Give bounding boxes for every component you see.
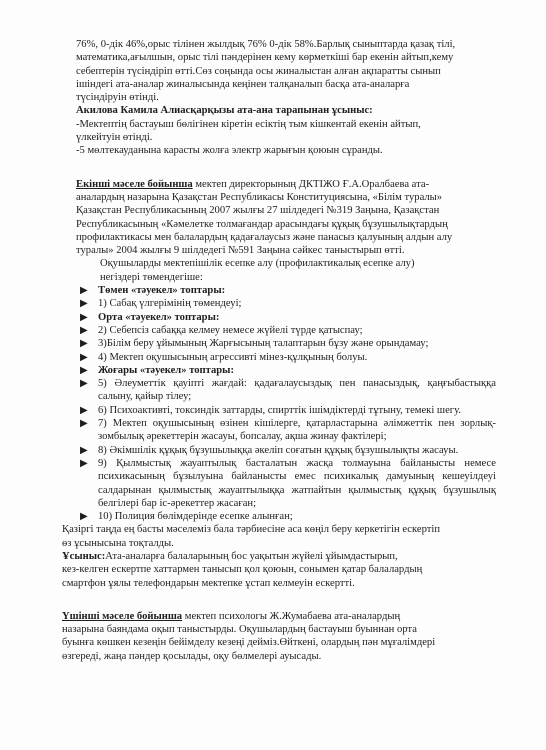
arrow-bullet-icon: ▶	[80, 444, 88, 456]
list-item: ▶ 3)Білім беру ұйымының Жарғысының талаптарын бұзу және орындамау;	[80, 338, 429, 350]
text-line: -5 мөлтекауданына карасты жолға электр жарығын қоюын сұранды.	[76, 145, 383, 157]
second-issue-first-line	[76, 178, 496, 191]
arrow-bullet-icon: ▶	[80, 364, 88, 376]
text-line: себептерін түсіндіріп өтті.Сөз соңында осы жиналыстан алған ақпаратты сынып	[76, 65, 441, 77]
arrow-bullet-icon: ▶	[80, 351, 88, 363]
list-item: ▶ 10) Полиция бөлімдерінде есепке алынған;	[80, 511, 293, 523]
arrow-bullet-icon: ▶	[80, 511, 88, 523]
list-item: ▶ 6) Психоактивті, токсиндік заттарды, спирттік ішімдіктерді тұтыну, темекі шегу.	[80, 404, 461, 416]
list-item: ▶ 2) Себепсіз сабаққа келмеу немесе жүйелі түрде қатыспау;	[80, 324, 363, 336]
list-item: ▶ 8) Әкімшілік құқық бұзушылыққа әкеліп соғатын құқық бұзушылықты жасауы.	[80, 444, 459, 456]
text-line: аналардың назарына Қазақстан Республикасы Конституциясына, «Білім туралы»	[76, 191, 443, 203]
text-line: Оқушыларды мектепішілік есепке алу (профилактикалық есепке алу)	[100, 258, 415, 270]
arrow-bullet-icon: ▶	[80, 324, 88, 336]
arrow-bullet-icon: ▶	[80, 378, 88, 390]
text-line: буынға көшкен кезеңін бейімделу кезеңі дейміз.Өйткені, олардың пән мұғалімдері	[62, 637, 436, 649]
parent-proposal-heading: Акилова Камила Алиасқарқызы ата-ана тарапынан ұсыныс:	[76, 105, 373, 117]
second-issue-section	[62, 178, 496, 590]
text-line: математика,ағылшын, орыс тілі пәндерінен кему көрметкіші бар екенін айтып,кему	[76, 52, 454, 64]
text-line: туралы» 2004 жылғы 9 шілдедегі №591 Заңына сәйкес таныстырып өтті.	[76, 245, 405, 257]
arrow-bullet-icon: ▶	[80, 338, 88, 350]
risk-group-list	[76, 284, 496, 523]
text-line: Қазақстан Республикасының 2007 жылғы 27 шілдедегі №319 Заңына, Қазақстан	[76, 205, 440, 217]
arrow-bullet-icon: ▶	[80, 285, 88, 297]
text-fragment: Ата-аналарға балаларының бос уақытын жүйелі ұйымдастырып,	[105, 550, 398, 562]
text-line: -Мектептің бастауыш бөлігінен кіретін есіктің тым кішкентай екенін айтып,	[76, 118, 421, 130]
list-item: ▶ 7) Мектеп оқушысының өзінен кішілерге, қатарластарына әлімжеттік пен зорлық-зомбылық әрекеттерін жасауы, бопсалау, ақша жинау фактілері;	[80, 418, 496, 443]
text-line: кез-келген ескертпе хаттармен танысып қол қоюын, сонымен қатар балалардың	[62, 564, 423, 576]
list-item: ▶ 4) Мектеп оқушысының агрессивті мінез-құлқының болуы.	[80, 351, 368, 363]
list-item: ▶ 1) Сабақ үлгерімінің төмендеуі;	[80, 298, 242, 310]
arrow-bullet-icon: ▶	[80, 311, 88, 323]
text-line: Республикасының «Кәмелетке толмағандар арасындағы құқық бұзушылықтардың	[76, 218, 448, 230]
text-line: назарына баяндама оқып таныстырды. Оқушылардың бастауыш буыннан орта	[62, 624, 417, 636]
third-issue-section	[62, 610, 496, 663]
text-line: үлкейтуін өтінді.	[76, 132, 153, 144]
list-item: ▶ Жоғары «тәуекел» топтары:	[80, 364, 234, 376]
list-item: ▶ Төмен «тәуекел» топтары:	[80, 285, 226, 297]
results-paragraph	[76, 38, 496, 104]
list-item: ▶ 9) Қылмыстық жауаптылық басталатын жасқа толмауына байланысты немесе психикасының бұзылуына байланысты емес психикалық дамуының кешеуілдеуі салдарынан қылмыстық жауаптылыққа жатпайтын қылмыстық құқық бұзушылық белгілері бар іс-әрекеттер жасаған;	[80, 457, 496, 509]
list-item: ▶ 5) Әлеуметтік қауіпті жағдай: қадағалаусыздық пен панасыздық, қаңғыбастыққа салыну, қайыр тілеу;	[80, 378, 496, 403]
second-issue-heading: Екінші мәселе бойынша	[76, 178, 193, 190]
arrow-bullet-icon: ▶	[80, 298, 88, 310]
text-line: ішіндегі ата-аналар жиналысында кеңінен талқаналып басқа ата-аналарға	[76, 78, 410, 90]
third-issue-heading: Үшінші мәселе бойынша	[62, 610, 183, 622]
text-line: 76%, 0-дік 46%,орыс тілінен жылдық 76% 0-дік 58%.Барлық сыныптарда қазақ тілі,	[76, 39, 456, 50]
arrow-bullet-icon: ▶	[80, 457, 88, 469]
text-line: негіздері төмендегіше:	[100, 271, 203, 283]
summary-block	[62, 523, 496, 589]
text-line: өзгереді, жаңа пәндер қосылады, оқу бөлмелері ауысады.	[62, 650, 322, 662]
text-line: Қазіргі таңда ең басты мәселеміз бала тәрбиесіне аса көңіл беру керкетігін ескертіп	[62, 524, 440, 536]
text-line: өз ұсынысына тоқталды.	[62, 537, 174, 549]
proposal-line	[62, 550, 496, 563]
arrow-bullet-icon: ▶	[80, 404, 88, 416]
text-fragment: мектеп психологы Ж.Жумабаева ата-аналардың	[182, 610, 401, 622]
third-issue-first-line	[62, 610, 496, 623]
arrow-bullet-icon: ▶	[80, 418, 88, 430]
text-line: профилактикасы мен балалардың қадағалаусыз және панасыз қалуының алдын алу	[76, 231, 453, 243]
text-line: смартфон ұялы телефондарын мектепке ұстап келмеуін ескертті.	[62, 577, 355, 589]
parent-proposal-section	[76, 104, 496, 157]
proposal-label: Ұсыныс:	[62, 550, 106, 562]
text-fragment: мектеп директорының ДКТІЖО Ғ.А.Оралбаева ата-	[192, 178, 430, 190]
text-line: түсіндіруін өтінді.	[76, 92, 159, 104]
list-item: ▶ Орта «тәуекел» топтары:	[80, 311, 220, 323]
